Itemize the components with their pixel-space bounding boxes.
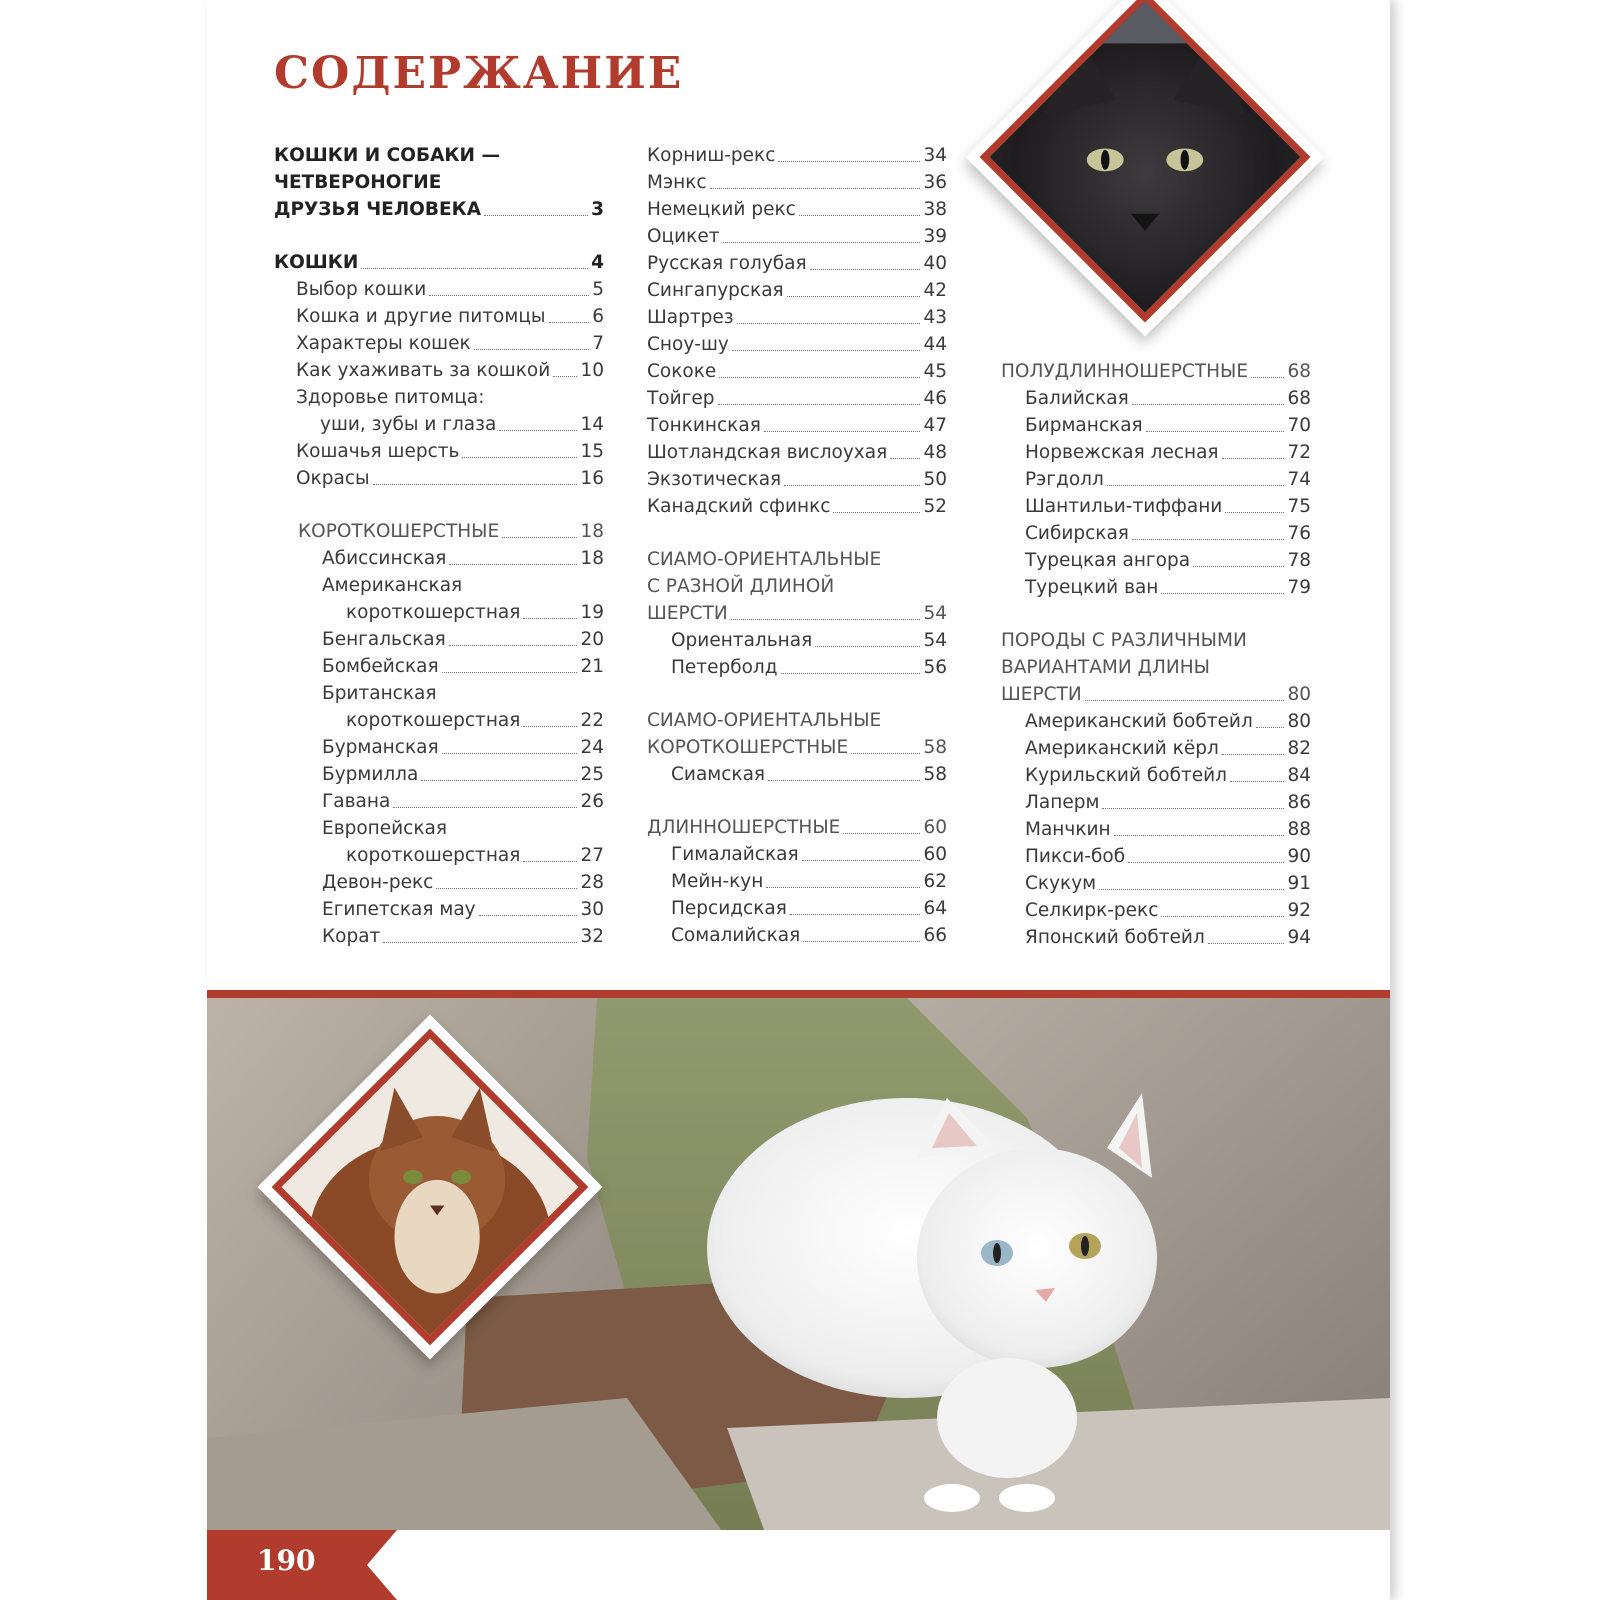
toc-page: 45 bbox=[923, 361, 947, 382]
toc-page: 5 bbox=[592, 279, 604, 300]
toc-page: 47 bbox=[923, 415, 947, 436]
toc-item-label: Корниш-рекс bbox=[647, 145, 776, 166]
toc-item-label: Американская bbox=[322, 575, 463, 596]
toc-item-label-cont: уши, зубы и глаза bbox=[320, 414, 497, 435]
toc-item-label: Кошка и другие питомцы bbox=[296, 306, 546, 327]
toc-section-siam-mixed-line1: СИАМО-ОРИЕНТАЛЬНЫЕ bbox=[647, 549, 882, 570]
toc-item-label: Лаперм bbox=[1025, 792, 1100, 813]
toc-item-label: Селкирк-рекс bbox=[1025, 900, 1159, 921]
toc-item[interactable] bbox=[274, 438, 604, 465]
toc-item-label: Бирманская bbox=[1025, 415, 1143, 436]
toc-item-label: Гималайская bbox=[671, 844, 799, 865]
toc-page: 68 bbox=[1287, 361, 1311, 382]
toc-page: 66 bbox=[923, 925, 947, 946]
toc-item[interactable] bbox=[274, 626, 604, 653]
toc-item[interactable] bbox=[647, 868, 947, 895]
toc-item[interactable] bbox=[647, 277, 947, 304]
toc-page: 21 bbox=[580, 656, 604, 677]
toc-page: 25 bbox=[580, 764, 604, 785]
toc-column-2 bbox=[647, 142, 947, 949]
toc-item-label: Японский бобтейл bbox=[1025, 927, 1205, 948]
toc-section-siam-short-line2: КОРОТКОШЕРСТНЫЕ bbox=[647, 737, 849, 758]
toc-section-title: ДЛИННОШЕРСТНЫЕ bbox=[647, 817, 841, 838]
toc-item[interactable] bbox=[274, 788, 604, 815]
toc-item-label: Абиссинская bbox=[322, 548, 447, 569]
toc-item[interactable] bbox=[274, 276, 604, 303]
toc-item[interactable] bbox=[647, 654, 947, 681]
toc-page: 72 bbox=[1287, 442, 1311, 463]
toc-item[interactable] bbox=[274, 734, 604, 761]
toc-section-shorthair[interactable] bbox=[274, 518, 604, 545]
toc-item[interactable] bbox=[1001, 385, 1311, 412]
toc-item[interactable] bbox=[274, 357, 604, 384]
toc-item[interactable] bbox=[647, 493, 947, 520]
toc-item[interactable] bbox=[647, 627, 947, 654]
toc-page: 84 bbox=[1287, 765, 1311, 786]
toc-page: 74 bbox=[1287, 469, 1311, 490]
toc-page: 19 bbox=[580, 602, 604, 623]
toc-section-title: КОРОТКОШЕРСТНЫЕ bbox=[298, 521, 500, 542]
toc-page: 60 bbox=[923, 844, 947, 865]
toc-page: 46 bbox=[923, 388, 947, 409]
toc-item[interactable] bbox=[1001, 708, 1311, 735]
toc-page: 27 bbox=[580, 845, 604, 866]
toc-section-siam-mixed-line3: ШЕРСТИ bbox=[647, 603, 728, 624]
toc-item-label: Египетская мау bbox=[322, 899, 476, 920]
toc-item-label: Бенгальская bbox=[322, 629, 446, 650]
toc-page: 18 bbox=[580, 521, 604, 542]
toc-item-label: Американский бобтейл bbox=[1025, 711, 1253, 732]
toc-intro-line3: ДРУЗЬЯ ЧЕЛОВЕКА bbox=[274, 199, 482, 220]
toc-item[interactable] bbox=[647, 922, 947, 949]
toc-page: 50 bbox=[923, 469, 947, 490]
toc-item-label: Девон-рекс bbox=[322, 872, 434, 893]
toc-item-label: Гавана bbox=[322, 791, 391, 812]
toc-intro-line2: ЧЕТВЕРОНОГИЕ bbox=[274, 172, 442, 193]
toc-item-label: Пикси-боб bbox=[1025, 846, 1126, 867]
toc-item[interactable] bbox=[274, 923, 604, 950]
toc-item[interactable] bbox=[274, 545, 604, 572]
toc-item-label: Персидская bbox=[671, 898, 787, 919]
toc-page: 7 bbox=[592, 333, 604, 354]
toc-item[interactable] bbox=[647, 466, 947, 493]
toc-item[interactable] bbox=[647, 761, 947, 788]
toc-section-variable-line2: ВАРИАНТАМИ ДЛИНЫ bbox=[1001, 657, 1210, 678]
toc-page: 52 bbox=[923, 496, 947, 517]
toc-section-variable-line1: ПОРОДЫ С РАЗЛИЧНЫМИ bbox=[1001, 630, 1247, 651]
toc-page: 58 bbox=[923, 764, 947, 785]
toc-item-label: Бурмилла bbox=[322, 764, 419, 785]
toc-page: 88 bbox=[1287, 819, 1311, 840]
black-cat-photo bbox=[980, 0, 1311, 322]
toc-item-label: Как ухаживать за кошкой bbox=[296, 360, 551, 381]
toc-page: 92 bbox=[1287, 900, 1311, 921]
toc-item[interactable] bbox=[647, 223, 947, 250]
toc-item-label: Оцикет bbox=[647, 226, 720, 247]
toc-page: 24 bbox=[580, 737, 604, 758]
toc-item[interactable] bbox=[1001, 439, 1311, 466]
toc-item[interactable] bbox=[1001, 466, 1311, 493]
toc-page: 80 bbox=[1287, 684, 1311, 705]
toc-item-label-cont: короткошерстная bbox=[346, 845, 521, 866]
toc-page: 34 bbox=[923, 145, 947, 166]
toc-item[interactable] bbox=[1001, 547, 1311, 574]
toc-item-label: Шантильи-тиффани bbox=[1025, 496, 1223, 517]
toc-page: 62 bbox=[923, 871, 947, 892]
toc-column-1 bbox=[274, 142, 604, 950]
toc-section-variable[interactable] bbox=[1001, 681, 1311, 708]
toc-section-title: ПОЛУДЛИННОШЕРСТНЫЕ bbox=[1001, 361, 1249, 382]
toc-intro-line1: КОШКИ И СОБАКИ — bbox=[274, 145, 500, 166]
toc-item[interactable] bbox=[274, 707, 604, 734]
toc-page: 82 bbox=[1287, 738, 1311, 759]
toc-item-label: Скукум bbox=[1025, 873, 1097, 894]
toc-section-longhair[interactable] bbox=[647, 814, 947, 841]
toc-item-label: Бурманская bbox=[322, 737, 439, 758]
toc-column-3 bbox=[1001, 358, 1311, 951]
toc-section-semilong[interactable] bbox=[1001, 358, 1311, 385]
toc-item[interactable] bbox=[647, 439, 947, 466]
toc-item-label: Сомалийская bbox=[671, 925, 801, 946]
toc-item-label: Канадский сфинкс bbox=[647, 496, 831, 517]
toc-item[interactable] bbox=[274, 411, 604, 438]
toc-item[interactable] bbox=[1001, 735, 1311, 762]
toc-item[interactable] bbox=[274, 303, 604, 330]
toc-item-label: Мэнкс bbox=[647, 172, 707, 193]
toc-item-label: Сококе bbox=[647, 361, 717, 382]
page-footer bbox=[207, 1530, 1390, 1600]
toc-item-label: Окрасы bbox=[296, 468, 370, 489]
toc-item-label: Балийская bbox=[1025, 388, 1129, 409]
toc-item-label: Корат bbox=[322, 926, 381, 947]
toc-item-label: Русская голубая bbox=[647, 253, 807, 274]
toc-item-label: Манчкин bbox=[1025, 819, 1111, 840]
toc-page: 90 bbox=[1287, 846, 1311, 867]
toc-item[interactable] bbox=[647, 895, 947, 922]
toc-page: 22 bbox=[580, 710, 604, 731]
toc-page: 64 bbox=[923, 898, 947, 919]
toc-item[interactable] bbox=[1001, 897, 1311, 924]
toc-page: 32 bbox=[580, 926, 604, 947]
toc-item[interactable] bbox=[274, 330, 604, 357]
toc-item[interactable] bbox=[1001, 493, 1311, 520]
toc-item[interactable] bbox=[647, 331, 947, 358]
toc-item[interactable] bbox=[647, 385, 947, 412]
toc-item-label: Мейн-кун bbox=[671, 871, 764, 892]
toc-page: 58 bbox=[923, 737, 947, 758]
toc-item-label: Немецкий рекс bbox=[647, 199, 796, 220]
toc-item[interactable] bbox=[1001, 789, 1311, 816]
toc-page: 43 bbox=[923, 307, 947, 328]
toc-page: 4 bbox=[591, 252, 604, 273]
toc-page: 60 bbox=[923, 817, 947, 838]
toc-item[interactable] bbox=[647, 841, 947, 868]
toc-page: 54 bbox=[923, 630, 947, 651]
toc-item[interactable] bbox=[274, 842, 604, 869]
toc-item-label: Кошачья шерсть bbox=[296, 441, 460, 462]
toc-item[interactable] bbox=[274, 869, 604, 896]
toc-item-label-cont: короткошерстная bbox=[346, 602, 521, 623]
toc-page: 36 bbox=[923, 172, 947, 193]
toc-page: 14 bbox=[580, 414, 604, 435]
toc-page: 76 bbox=[1287, 523, 1311, 544]
toc-page: 44 bbox=[923, 334, 947, 355]
toc-page: 75 bbox=[1287, 496, 1311, 517]
toc-item-label: Сноу-шу bbox=[647, 334, 729, 355]
toc-item[interactable] bbox=[1001, 816, 1311, 843]
toc-item[interactable] bbox=[647, 412, 947, 439]
toc-item-label: Шартрез bbox=[647, 307, 734, 328]
toc-item[interactable] bbox=[1001, 574, 1311, 601]
toc-page: 39 bbox=[923, 226, 947, 247]
toc-item-label: Тойгер bbox=[647, 388, 715, 409]
toc-item[interactable] bbox=[1001, 520, 1311, 547]
toc-item-label-cont: короткошерстная bbox=[346, 710, 521, 731]
toc-item-label: Выбор кошки bbox=[296, 279, 427, 300]
toc-item[interactable] bbox=[1001, 924, 1311, 951]
toc-page: 10 bbox=[580, 360, 604, 381]
toc-page: 6 bbox=[592, 306, 604, 327]
toc-intro[interactable] bbox=[274, 196, 604, 223]
page-number: 190 bbox=[257, 1544, 316, 1577]
toc-page: 15 bbox=[580, 441, 604, 462]
toc-page: 78 bbox=[1287, 550, 1311, 571]
toc-section-siam-short-line1: СИАМО-ОРИЕНТАЛЬНЫЕ bbox=[647, 710, 882, 731]
toc-page: 56 bbox=[923, 657, 947, 678]
toc-page: 86 bbox=[1287, 792, 1311, 813]
toc-section-siam-mixed[interactable] bbox=[647, 600, 947, 627]
toc-page: 26 bbox=[580, 791, 604, 812]
toc-page: 16 bbox=[580, 468, 604, 489]
toc-section-variable-line3: ШЕРСТИ bbox=[1001, 684, 1082, 705]
toc-item-label: Американский кёрл bbox=[1025, 738, 1219, 759]
toc-item-label: Бомбейская bbox=[322, 656, 439, 677]
toc-page: 68 bbox=[1287, 388, 1311, 409]
toc-item[interactable] bbox=[1001, 870, 1311, 897]
toc-item-label: Европейская bbox=[322, 818, 447, 839]
toc-page: 70 bbox=[1287, 415, 1311, 436]
toc-section-title: КОШКИ bbox=[274, 252, 359, 273]
toc-item-label: Турецкий ван bbox=[1025, 577, 1159, 598]
toc-item-label: Норвежская лесная bbox=[1025, 442, 1219, 463]
toc-page: 18 bbox=[580, 548, 604, 569]
toc-item[interactable] bbox=[647, 304, 947, 331]
toc-item-label: Сибирская bbox=[1025, 523, 1129, 544]
toc-section-siam-short[interactable] bbox=[647, 734, 947, 761]
toc-page: 94 bbox=[1287, 927, 1311, 948]
toc-item[interactable] bbox=[647, 196, 947, 223]
toc-page: 20 bbox=[580, 629, 604, 650]
toc-item[interactable] bbox=[647, 169, 947, 196]
toc-page: 80 bbox=[1287, 711, 1311, 732]
toc-section-cats[interactable] bbox=[274, 249, 604, 276]
toc-item-label: Турецкая ангора bbox=[1025, 550, 1191, 571]
toc-page: 48 bbox=[923, 442, 947, 463]
toc-page: 3 bbox=[591, 199, 604, 220]
toc-item-label: Экзотическая bbox=[647, 469, 782, 490]
toc-item[interactable] bbox=[1001, 843, 1311, 870]
toc-item-label: Шотландская вислоухая bbox=[647, 442, 888, 463]
toc-item-label: Рэгдолл bbox=[1025, 469, 1104, 490]
toc-item-label: Британская bbox=[322, 683, 437, 704]
toc-item-label: Тонкинская bbox=[647, 415, 761, 436]
toc-item-label: Сиамская bbox=[671, 764, 766, 785]
toc-item-label: Петерболд bbox=[671, 657, 778, 678]
toc-item-label: Курильский бобтейл bbox=[1025, 765, 1227, 786]
toc-item[interactable] bbox=[1001, 762, 1311, 789]
toc-item[interactable] bbox=[647, 250, 947, 277]
toc-page: 40 bbox=[923, 253, 947, 274]
toc-page: 28 bbox=[580, 872, 604, 893]
toc-page: 42 bbox=[923, 280, 947, 301]
toc-item[interactable] bbox=[647, 358, 947, 385]
toc-item-label: Сингапурская bbox=[647, 280, 784, 301]
toc-item[interactable] bbox=[274, 896, 604, 923]
toc-item[interactable] bbox=[1001, 412, 1311, 439]
page-title: СОДЕРЖАНИЕ bbox=[274, 48, 684, 99]
toc-item[interactable] bbox=[274, 653, 604, 680]
toc-item[interactable] bbox=[274, 761, 604, 788]
toc-page: 30 bbox=[580, 899, 604, 920]
toc-item-label: Характеры кошек bbox=[296, 333, 471, 354]
toc-page: 38 bbox=[923, 199, 947, 220]
toc-item[interactable] bbox=[274, 465, 604, 492]
toc-item-label: Здоровье питомца: bbox=[296, 387, 485, 408]
toc-item[interactable] bbox=[274, 599, 604, 626]
toc-item-label: Ориентальная bbox=[671, 630, 813, 651]
toc-item[interactable] bbox=[647, 142, 947, 169]
toc-page: 91 bbox=[1287, 873, 1311, 894]
toc-section-siam-mixed-line2: С РАЗНОЙ ДЛИНОЙ bbox=[647, 576, 835, 597]
toc-page: 54 bbox=[923, 603, 947, 624]
toc-page: 79 bbox=[1287, 577, 1311, 598]
book-page bbox=[207, 0, 1390, 1600]
